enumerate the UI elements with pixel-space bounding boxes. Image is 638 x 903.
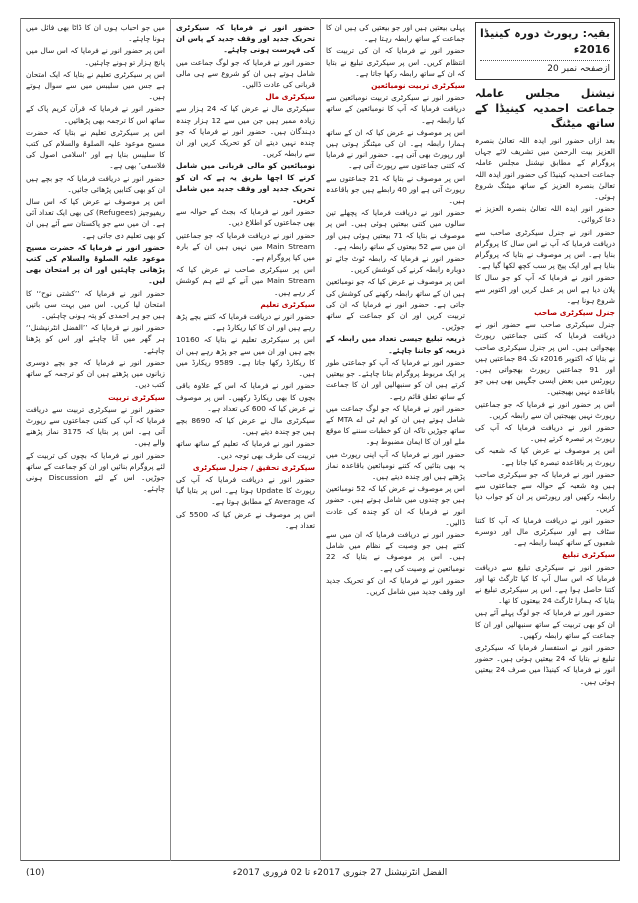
paragraph: حضور انور نے جنرل سیکرٹری صاحب سے دریافت فرمایا کہ آپ نے اس سال کا پروگرام بنایا ہے۔ اس پر موصوف نے بتایا کہ پروگرام بنایا ہے اور ایک پیج پر سب کچھ لکھا گیا ہے۔ <box>475 227 615 271</box>
paragraph: اس پر موصوف نے بتایا کہ 21 جماعتوں سے رپورٹ آتی ہے اور 40 رابطے ہیں جو باقاعدہ ہیں۔ <box>326 173 466 206</box>
paragraph: حضور انور نے دریافت فرمایا کہ جو بچے ہیں ان کو بھی کتابیں پڑھائی جائیں۔ <box>26 173 165 194</box>
column-body <box>26 22 165 494</box>
paragraph: حضور انور نے دریافت فرمایا کہ ان میں سے کتنے ہیں جو وصیت کے نظام میں شامل ہیں۔ اس پر موصوف نے بتایا کہ 22 نومبائعین نے وصیت کی ہے۔ <box>326 529 465 573</box>
paragraph: حضور انور نے فرمایا کہ اس کے علاوہ باقی بچوں کا بھی ریکارڈ رکھیں۔ اس پر موصوف نے عرض کیا کہ 600 کی تعداد ہے۔ <box>176 381 315 413</box>
section-title: نیشنل مجلس عاملہ جماعت احمدیہ کینیڈا کے ساتھ میٹنگ <box>475 87 615 130</box>
paragraph: حضور انور نے فرمایا کہ آپ کو جو سال کا پلان دیا ہے اس پر عمل کریں اور اکتوبر سے شروع ہونا ہے۔ <box>475 273 615 305</box>
subheading: حضور انور نے فرمایا کہ حضرت مسیح موعود علیہ الصلوۃ والسلام کی کتب پڑھانی چاہئیں اور ان پر امتحان بھی لیں۔ <box>26 242 165 286</box>
subheading: نومبائعین کو مالی قربانی میں شامل کرنے کا اچھا طریق یہ ہے کہ ان کو تحریک جدید اور وقف جدید میں شامل کریں۔ <box>176 161 315 205</box>
paragraph: اس پر موصوف نے عرض کیا کہ جو نومبائعین ہیں ان کے ساتھ رابطہ رکھنے کی کوشش کی جاتی ہے۔ حضور انور نے فرمایا کہ ان کی تربیت کریں اور ان کو جماعت کے ساتھ جوڑیں۔ <box>326 277 465 332</box>
paragraph: حضور انور نے فرمایا کہ ’’الفضل انٹرنیشنل‘‘ ہر گھر میں آنا چاہئے اور اس کو پڑھنا چاہئے۔ <box>26 323 165 355</box>
paragraph: حضور انور نے فرمایا کہ رابطہ ٹوٹ جائے تو دوبارہ رابطہ کرنے کی کوشش کریں۔ <box>326 254 465 275</box>
subheading: سیکرٹری تعلیم <box>260 299 315 309</box>
paragraph: سیکرٹری مال نے عرض کیا کہ 8690 بچے ہیں جو چندہ دیتے ہیں۔ <box>176 415 315 437</box>
paragraph: اس پر موصوف نے عرض کیا کہ ان کے ساتھ ہمارا رابطہ ہے۔ ان کی میٹنگز ہوتی ہیں اور رپورٹ بھی آتی ہے۔ حضور انور نے فرمایا کہ کتنی جماعتوں سے رپورٹ آتی ہے۔ <box>326 127 465 171</box>
continuation-header <box>475 22 615 80</box>
subheading: سیکرٹری مال <box>265 92 315 102</box>
paragraph: اس پر موصوف نے عرض کیا کہ 52 نومبائعین ہیں جو چندوں میں شامل ہوتے ہیں۔ حضور انور نے فرمایا کہ ان کو چندہ کی عادت ڈالیں۔ <box>326 484 465 527</box>
paragraph: حضور انور نے فرمایا کہ جو بچے دوسری زبانوں میں پڑھتے ہیں ان کو ترجمہ کے ساتھ کتب دیں۔ <box>26 357 165 390</box>
subheading: حضور انور نے فرمایا کہ سیکرٹری تحریک جدید اور وقف جدید کے پاس ان کی فہرست ہونی چاہئے۔ <box>176 23 315 55</box>
paragraph: حضور انور نے دریافت فرمایا کہ کتنے بچے پڑھ رہے ہیں اور ان کا کیا ریکارڈ ہے۔ <box>176 312 315 333</box>
paragraph: اس پر موصوف نے عرض کیا کہ 5500 کی تعداد ہے۔ <box>176 509 315 530</box>
subheading: سیکرٹری تحقیق / جنرل سیکرٹری <box>192 462 315 472</box>
paragraph: سیکرٹری مال نے عرض کیا کہ 24 ہزار سے زیادہ ممبر ہیں جن میں سے 12 ہزار چندہ دہندگان ہیں۔ حضور انور نے فرمایا کہ جو چندہ نہیں دیتے ان کو تحریک کریں اور ان سے رابطہ کریں۔ <box>176 104 315 159</box>
paragraph: حضور انور نے استفسار فرمایا کہ سیکرٹری تبلیغ نے بتایا کہ 24 بیعتیں ہوئی ہیں۔ حضور انور نے فرمایا کہ کینیڈا میں صرف 24 بیعتیں ہوئی ہیں۔ <box>475 642 615 686</box>
paragraph: حضور انور نے سیکرٹری تبلیغ سے دریافت فرمایا کہ اس سال آپ کا کیا ٹارگٹ تھا اور کتنا حاصل ہوا ہے۔ اس پر سیکرٹری تبلیغ نے بتایا کہ ہمارا ٹارگٹ 24 بیعتوں کا تھا۔ <box>475 562 615 606</box>
continuation-subtitle: ازصفحہ نمبر 20 <box>480 60 610 76</box>
column-2 <box>320 18 470 861</box>
paragraph: حضور انور نے دریافت فرمایا کہ آپ کی رپورٹ کا Update ہوتا ہے۔ اس پر بتایا گیا کہ Average کے مطابق ہوتا ہے۔ <box>176 474 315 507</box>
paragraph: حضور انور نے فرمایا کہ تعلیم کے ساتھ ساتھ تربیت کی طرف بھی توجہ دیں۔ <box>176 439 315 460</box>
paragraph: حضور انور نے دریافت فرمایا کہ آپ کی رپورٹ پر تبصرہ کرتے ہیں۔ <box>475 423 615 444</box>
paragraph: حضور انور نے فرمایا کہ جو لوگ جماعت میں شامل ہوتے ہیں ان کو شروع سے ہی مالی قربانی کی عادت ڈالیں۔ <box>176 57 315 90</box>
column-3 <box>170 18 320 861</box>
paragraph: حضور انور نے فرمایا کہ بجٹ کے حوالہ سے بھی جماعتوں کو اطلاع دیں۔ <box>176 207 315 228</box>
paragraph: حضور انور نے فرمایا کہ آپ اپنی رپورٹ میں یہ بھی بتائیں کہ کتنے نومبائعین باقاعدہ نماز پڑھتے ہیں اور چندہ دیتے ہیں۔ <box>326 449 465 481</box>
page-number: (10) <box>26 868 45 878</box>
paragraph: اس پر موصوف نے عرض کیا کہ اس سال ریفیوجیز (Refugees) کی بھی ایک تعداد آئی ہے۔ ان میں سے جو پاکستان سے آئے ہیں ان کو بھی تعلیم دی جاتی ہے۔ <box>26 197 165 240</box>
paragraph: حضور انور نے دریافت فرمایا کہ پچھلے تین سالوں میں کتنی بیعتیں ہوئی ہیں۔ اس پر موصوف نے بتایا کہ 71 بیعتیں ہوئی ہیں اور ان میں سے 52 بیعتوں کے ساتھ رابطہ ہے۔ <box>326 208 465 251</box>
paragraph: حضور انور نے فرمایا کہ بچوں کی تربیت کے لئے پروگرام بنائیں اور ان کو جماعت کے ساتھ جوڑیں۔ اس کے لئے Discussion ہونی چاہئے۔ <box>26 450 165 494</box>
paragraph: حضور انور نے فرمایا کہ قرآن کریم پاک کے ساتھ اس کا ترجمہ بھی پڑھائیں۔ <box>26 104 165 125</box>
paragraph: اس پر سیکرٹری صاحب نے عرض کیا کہ Main Stream میں آنے کے لئے ہم کوشش کر رہے ہیں۔ <box>176 265 315 297</box>
paragraph: پہلی بیعتیں ہیں اور جو بیعتیں کی ہیں ان کا جماعت کے ساتھ رابطہ رہتا ہے۔ <box>326 23 465 44</box>
column-1 <box>470 18 620 861</box>
paragraph: حضور انور نے دریافت فرمایا کہ جو جماعتیں Main Stream میں نہیں ہیں ان کے بارہ میں کیا پروگرام ہے۔ <box>176 230 316 263</box>
paragraph: اس پر سیکرٹری تعلیم نے بتایا کہ 10160 بچے ہیں اور ان میں سے جو پڑھ رہے ہیں ان کا ریکارڈ رکھا جاتا ہے۔ 9589 ریکارڈ میں ہیں۔ <box>176 335 316 379</box>
paragraph: حضور انور نے فرمایا کہ جو لوگ پہلے آئے ہیں ان کو بھی تربیت کے ساتھ سنبھالیں اور ان کا جماعت کے ساتھ رابطہ رکھیں۔ <box>475 608 615 640</box>
paragraph: حضور انور نے سیکرٹری تربیت نومبائعین سے دریافت فرمایا کہ آپ کا نومبائعین کے ساتھ کیا رابطہ ہے۔ <box>326 93 465 125</box>
column-body <box>176 22 315 531</box>
page-footer <box>20 866 620 886</box>
paragraph: حضور انور ایدہ اللہ تعالیٰ بنصرہ العزیز نے دعا کروائی۔ <box>475 204 615 225</box>
paragraph: حضور انور نے فرمایا کہ آپ کو جماعتی طور پر ایک مربوط پروگرام بنانا چاہئے۔ جو بیعتیں کرتے ہیں ان کو سنبھالیں اور ان کا جماعت کے ساتھ تعلق قائم رہے۔ <box>326 357 465 401</box>
column-body <box>475 135 615 687</box>
paragraph: میں جو احباب ہوں ان کا ڈاٹا بھی فائل میں ہونا چاہئے۔ <box>26 23 165 44</box>
paragraph: اس پر سیکرٹری تعلیم نے بتایا کہ ایک امتحان ہے جس میں سلیبس میں سے سوال ہوتے ہیں۔ <box>26 69 165 102</box>
paragraph: بعد ازاں حضور انور ایدہ اللہ تعالیٰ بنصرہ العزیز بیت الرحمن میں تشریف لائے جہاں پروگرام کے مطابق نیشنل مجلس عاملہ جماعت احمدیہ کینیڈا کی حضور انور ایدہ اللہ تعالیٰ بنصرہ العزیز کے ساتھ میٹنگ شروع ہوئی۔ <box>475 136 615 202</box>
paragraph: حضور انور نے دریافت فرمایا کہ آپ کا کتنا سٹاف ہے اور سیکرٹری مال اور دوسرے شعبوں کے ساتھ کیسا رابطہ ہے۔ <box>475 515 615 548</box>
paragraph: حضور انور نے سیکرٹری تربیت سے دریافت فرمایا کہ آپ کی کتنی جماعتوں سے رپورٹ آتی ہے۔ اس پر بتایا کہ 3175 نماز پڑھنے والے ہیں۔ <box>26 404 165 448</box>
subheading: ذریعہ تبلیغ جیسی تعداد میں رابطہ کے ذریعہ کو جاننا چاہئے۔ <box>326 334 465 355</box>
subheading: سیکرٹری تربیت نومبائعین <box>371 81 465 91</box>
column-body <box>326 22 465 597</box>
paragraph: حضور انور نے فرمایا کہ ان کی تربیت کا انتظام کریں۔ اس پر سیکرٹری تبلیغ نے بتایا کہ ان کے ساتھ رابطہ رکھا جاتا ہے۔ <box>326 46 465 78</box>
paragraph: حضور انور نے فرمایا کہ جو سیکرٹری صاحب ہیں وہ شعبہ کے حوالہ سے جماعتوں سے رابطہ رکھیں اور رپورٹس پر ان کو جواب دیا کریں۔ <box>475 469 615 513</box>
subheading: سیکرٹری تربیت <box>108 392 165 402</box>
paragraph: اس پر حضور انور نے فرمایا کہ اس سال میں پانچ ہزار تو ہونے چاہئیں۔ <box>26 46 165 67</box>
continuation-title: بقیہ: رپورٹ دورہ کینیڈا 2016ء <box>480 27 610 56</box>
paragraph: حضور انور نے فرمایا کہ ’’کشتی نوح‘‘ کا امتحان لیا کریں۔ اس میں بہت سی باتیں ہیں جو ہر احمدی کو پتہ ہونی چاہئیں۔ <box>26 288 165 321</box>
column-4 <box>20 18 170 861</box>
paragraph: حضور انور نے فرمایا کہ ان کو تحریک جدید اور وقف جدید میں شامل کریں۔ <box>326 575 465 596</box>
paragraph: اس پر حضور انور نے فرمایا کہ جو جماعتیں رپورٹ نہیں بھیجتیں ان سے رابطہ کریں۔ <box>475 399 615 420</box>
issue-line: الفضل انٹرنیشنل 27 جنوری 2017ء تا 02 فروری 2017ء <box>232 868 448 878</box>
paragraph: اس پر سیکرٹری تعلیم نے بتایا کہ حضرت مسیح موعود علیہ الصلوۃ والسلام کی کتب کا سلیبس بنایا ہے اور ‘اسلامی اصول کی فلاسفی’ بھی ہے۔ <box>26 127 165 171</box>
paragraph: حضور انور نے فرمایا کہ جو لوگ جماعت میں شامل ہوتے ہیں ان کو ایم ٹی اے MTA کے ساتھ جوڑیں تاکہ ان کو خطبات سننے کا موقع ملے اور ان کا ایمان مضبوط ہو۔ <box>326 403 466 447</box>
subheading: جنرل سیکرٹری صاحب <box>534 308 615 318</box>
paragraph: اس پر موصوف نے عرض کیا کہ شعبہ کی رپورٹ پر باقاعدہ تبصرہ کیا جاتا ہے۔ <box>475 446 615 467</box>
paragraph: جنرل سیکرٹری صاحب سے حضور انور نے دریافت فرمایا کہ کتنی جماعتیں رپورٹ بھجواتی ہیں۔ اس پر جنرل سیکرٹری صاحب نے بتایا کہ اکتوبر 2016ء تک 84 جماعتیں ہیں اور 91 جماعتیں رپورٹ بھجواتی ہیں۔ رپورٹس میں بعض ایسی جگہیں بھی ہیں جو باقاعدہ نہیں بھیجتیں۔ <box>475 320 616 397</box>
subheading: سیکرٹری تبلیغ <box>562 550 615 560</box>
